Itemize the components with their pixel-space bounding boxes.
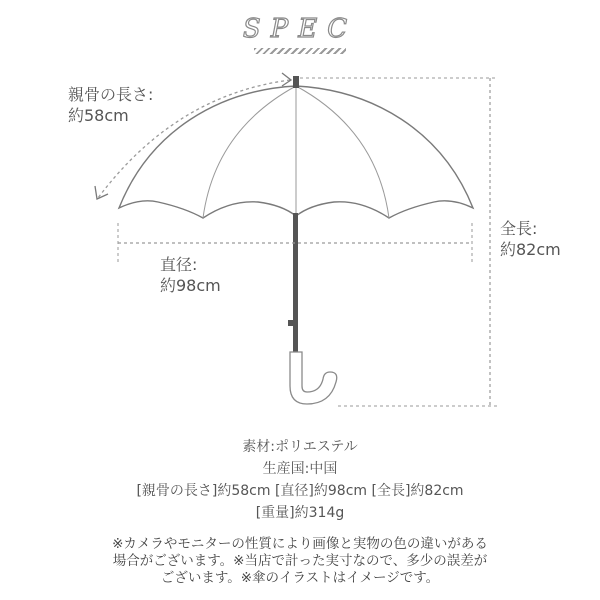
spec-origin: 生産国:中国 bbox=[262, 461, 338, 477]
rib-arrow-top-icon bbox=[282, 73, 291, 86]
disclaimer-notes bbox=[0, 536, 600, 587]
diameter-value: 約98cm bbox=[160, 276, 221, 295]
rib-length-label bbox=[68, 84, 153, 126]
diameter-label bbox=[160, 254, 221, 296]
spec-material: 素材:ポリエステル bbox=[242, 439, 358, 455]
note-line: 場合がございます。※当店で計った実寸なので、多少の誤差が bbox=[112, 553, 488, 569]
spec-title: SPEC bbox=[242, 14, 358, 44]
total-length-name: 全長: bbox=[500, 219, 538, 238]
rib-arrow-bottom-icon bbox=[95, 186, 108, 199]
rib-length-value: 約58cm bbox=[68, 106, 129, 125]
spec-list bbox=[0, 436, 600, 524]
total-length-label bbox=[500, 218, 561, 260]
umbrella-handle bbox=[290, 352, 337, 404]
note-line: ございます。※傘のイラストはイメージです。 bbox=[160, 570, 440, 586]
spec-weight: [重量]約314g bbox=[255, 505, 345, 521]
spec-dimensions: [親骨の長さ]約58cm [直径]約98cm [全長]約82cm bbox=[136, 483, 464, 499]
umbrella-runner-button bbox=[288, 320, 294, 326]
total-length-value: 約82cm bbox=[500, 240, 561, 259]
umbrella-tip bbox=[293, 76, 299, 88]
note-line: ※カメラやモニターの性質により画像と実物の色の違いがある bbox=[112, 536, 488, 552]
rib-length-name: 親骨の長さ: bbox=[68, 85, 154, 104]
umbrella-shaft bbox=[293, 213, 298, 353]
diameter-name: 直径: bbox=[160, 255, 198, 274]
